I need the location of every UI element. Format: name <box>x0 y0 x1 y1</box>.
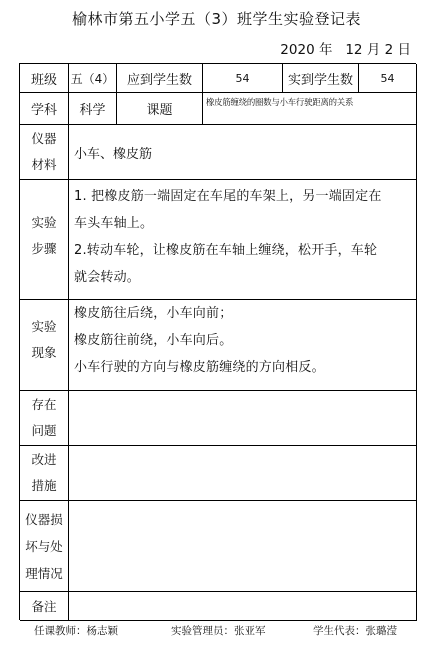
steps-value <box>69 180 417 300</box>
improvements-value <box>69 446 417 501</box>
page-title: 榆林市第五小学五（3）班学生实验登记表 <box>71 10 362 28</box>
phenomena-label-line2: 现象 <box>31 345 57 360</box>
equipment-value: 小车、橡皮筋 <box>69 125 417 180</box>
footer-student-rep: 学生代表：张璐滢 <box>313 625 397 637</box>
damage-label-line2: 坏与处 <box>25 539 63 554</box>
phenomena-line-3: 小车行驶的方向与橡皮筋缠绕的方向相反。 <box>74 360 325 375</box>
subject-label: 学科 <box>20 93 69 125</box>
problems-label-line1: 存在 <box>31 397 57 412</box>
equipment-label <box>20 125 69 180</box>
problems-label <box>20 391 69 446</box>
phenomena-value <box>69 300 417 391</box>
subject-value: 科学 <box>69 93 117 125</box>
date-day: 2 <box>384 42 394 58</box>
improvements-label-line2: 措施 <box>31 478 57 493</box>
equipment-label-line1: 仪器 <box>31 131 57 146</box>
class-label: 班级 <box>20 64 69 93</box>
steps-label <box>20 180 69 300</box>
actual-students-value: 54 <box>359 64 417 93</box>
topic-value: 橡皮筋缠绕的圈数与小车行驶距离的关系 <box>203 93 417 125</box>
date-month: 12 <box>345 42 363 58</box>
equipment-label-line2: 材料 <box>31 157 57 172</box>
steps-line-4: 就会转动。 <box>74 270 141 285</box>
date-year: 2020 <box>280 42 315 58</box>
problems-label-line2: 问题 <box>31 423 57 438</box>
improvements-label-line1: 改进 <box>31 452 57 467</box>
expected-students-label: 应到学生数 <box>117 64 203 93</box>
steps-line-1: 1. 把橡皮筋一端固定在车尾的车架上，另一端固定在 <box>74 189 382 204</box>
footer-teacher: 任课教师：杨志颖 <box>34 625 118 637</box>
notes-value <box>69 592 417 621</box>
steps-line-3: 2.转动车轮，让橡皮筋在车轴上缠绕，松开手，车轮 <box>74 243 378 258</box>
damage-label <box>20 501 69 592</box>
notes-label: 备注 <box>20 592 69 621</box>
registration-table <box>19 63 416 620</box>
problems-value <box>69 391 417 446</box>
record-date <box>280 38 411 58</box>
damage-label-line1: 仪器损 <box>25 512 63 527</box>
actual-students-label: 实到学生数 <box>283 64 359 93</box>
date-month-unit: 月 <box>366 42 381 58</box>
damage-value <box>69 501 417 592</box>
steps-label-line1: 实验 <box>31 215 57 230</box>
phenomena-label <box>20 300 69 391</box>
class-value: 五（4） <box>69 64 117 93</box>
phenomena-label-line1: 实验 <box>31 319 57 334</box>
date-year-unit: 年 <box>318 42 333 58</box>
improvements-label <box>20 446 69 501</box>
phenomena-line-1: 橡皮筋往后绕，小车向前； <box>74 306 233 321</box>
topic-label: 课题 <box>117 93 203 125</box>
date-day-unit: 日 <box>397 42 411 58</box>
phenomena-line-2: 橡皮筋往前绕，小车向后。 <box>74 333 233 348</box>
footer-lab-manager: 实验管理员：张亚军 <box>171 625 266 637</box>
steps-line-2: 车头车轴上。 <box>74 216 154 231</box>
damage-label-line3: 理情况 <box>25 566 63 581</box>
expected-students-value: 54 <box>203 64 283 93</box>
steps-label-line2: 步骤 <box>31 241 57 256</box>
